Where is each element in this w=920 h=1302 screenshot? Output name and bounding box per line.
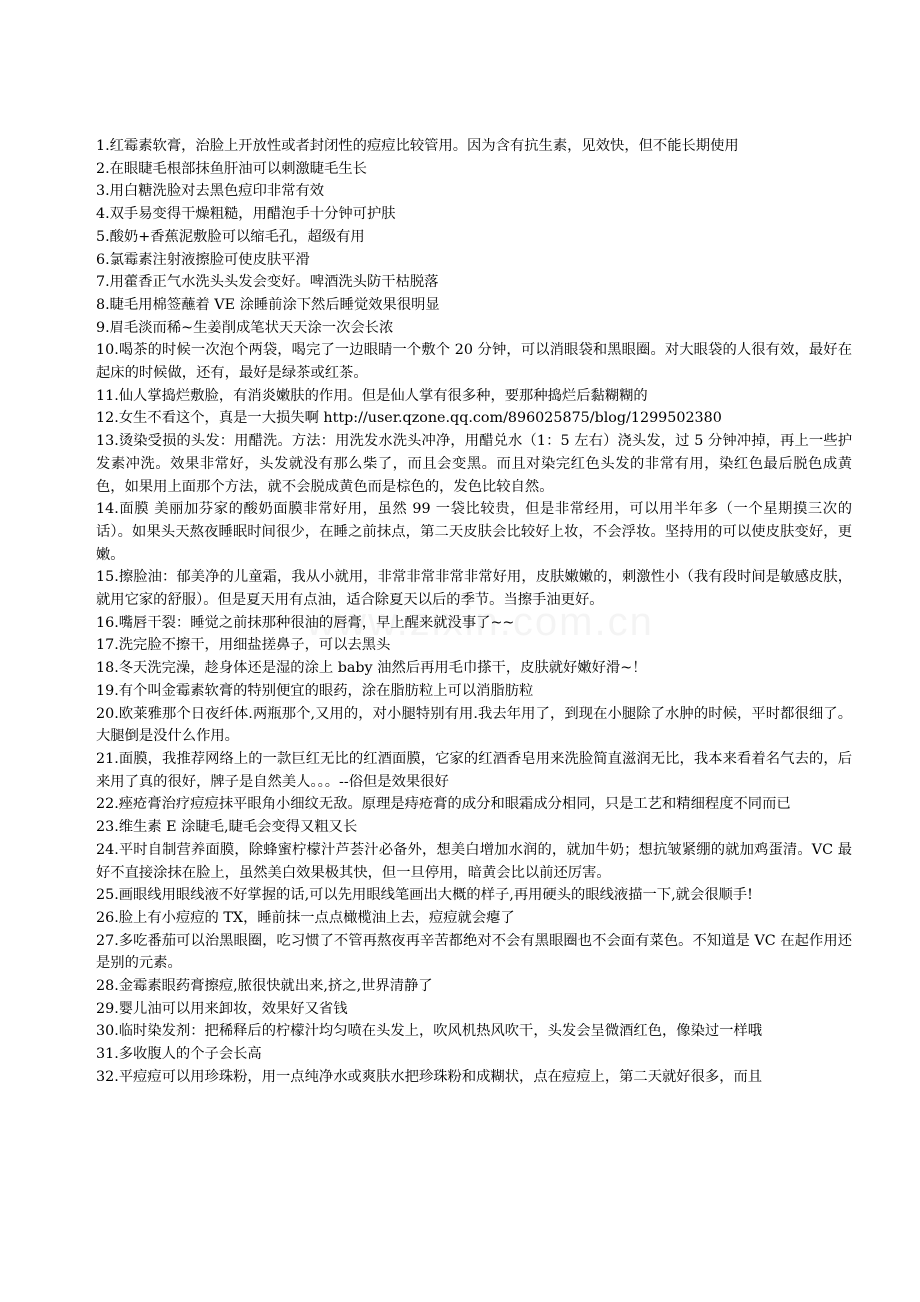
list-item: 31.多收腹人的个子会长高 — [96, 1046, 262, 1063]
list-item: 4.双手易变得干燥粗糙，用醋泡手十分钟可护肤 — [96, 206, 396, 223]
list-item: 27.多吃番茄可以治黑眼圈，吃习惯了不管再熬夜再辛苦都绝对不会有黑眼圈也不会面有菜色。不知道是 VC 在起作用还是别的元素。 — [96, 932, 852, 972]
list-item: 6.氯霉素注射液擦脸可使皮肤平滑 — [96, 251, 310, 268]
list-item: 7.用藿香正气水洗头头发会变好。啤酒洗头防干枯脱落 — [96, 274, 439, 291]
list-item: 15.擦脸油：郁美净的儿童霜，我从小就用，非常非常非常非常好用，皮肤嫩嫩的，刺激性小（我有段时间是敏感皮肤，就用它家的舒服）。但是夏天用有点油，适合除夏天以后的季节。当擦手油更好。 — [96, 569, 852, 609]
list-item: 26.脸上有小痘痘的 TX，睡前抹一点点橄榄油上去，痘痘就会瘪了 — [96, 909, 515, 926]
list-item: 20.欧莱雅那个日夜纤体.两瓶那个,又用的，对小腿特别有用.我去年用了，到现在小腿除了水肿的时候，平时都很细了。大腿倒是没什么作用。 — [96, 705, 852, 745]
list-item: 23.维生素 E 涂睫毛,睫毛会变得又粗又长 — [96, 819, 358, 836]
list-item: 25.画眼线用眼线液不好掌握的话,可以先用眼线笔画出大概的样子,再用硬头的眼线液描一下,就会很顺手! — [96, 887, 753, 904]
list-item: 12.女生不看这个，真是一大损失啊 http://user.qzone.qq.com/896025875/blog/1299502380 — [96, 410, 722, 427]
list-item: 9.眉毛淡而稀~生姜削成笔状天天涂一次会长浓 — [96, 319, 394, 336]
list-item: 8.睫毛用棉签蘸着 VE 涂睡前涂下然后睡觉效果很明显 — [96, 296, 440, 313]
list-item: 32.平痘痘可以用珍珠粉，用一点纯净水或爽肤水把珍珠粉和成糊状，点在痘痘上，第二天就好很多，而且 — [96, 1068, 763, 1085]
list-item: 1.红霉素软膏，治脸上开放性或者封闭性的痘痘比较管用。因为含有抗生素，见效快，但不能长期使用 — [96, 138, 739, 154]
list-item: 28.金霉素眼药膏擦痘,脓很快就出来,挤之,世界清静了 — [96, 978, 433, 995]
list-item: 30.临时染发剂：把稀释后的柠檬汁均匀喷在头发上，吹风机热风吹干，头发会呈微酒红色，像染过一样哦 — [96, 1023, 763, 1040]
list-item: 24.平时自制营养面膜，除蜂蜜柠檬汁芦荟汁必备外，想美白增加水润的，就加牛奶；想抗皱紧绷的就加鸡蛋清。VC 最好不直接涂抹在脸上，虽然美白效果极其快，但一旦停用，暗黄会比以前还厉害。 — [96, 841, 852, 881]
list-item: 14.面膜 美丽加芬家的酸奶面膜非常好用，虽然 99 一袋比较贵，但是非常经用，可以用半年多（一个星期摸三次的话）。如果头天熬夜睡眠时间很少，在睡之前抹点，第二天皮肤会比较好上妆，不会浮妆。坚持用的可以使皮肤变好，更嫩。 — [96, 501, 852, 563]
list-item: 22.痤疮膏治疗痘痘抹平眼角小细纹无敌。原理是痔疮膏的成分和眼霜成分相同，只是工艺和精细程度不同而已 — [96, 796, 791, 813]
list-item: 2.在眼睫毛根部抹鱼肝油可以刺激睫毛生长 — [96, 160, 367, 177]
list-item: 13.烫染受损的头发：用醋洗。方法：用洗发水洗头冲净，用醋兑水（1：5 左右）浇头发，过 5 分钟冲掉，再上一些护发素冲洗。效果非常好，头发就没有那么柴了，而且会变黑。而且对染完红色头发的非常有用，染红色最后脱色成黄色，如果用上面那个方法，就不会脱成黄色而是棕色的，发色比较自然。 — [96, 433, 852, 495]
list-item: 11.仙人掌捣烂敷脸，有消炎嫩肤的作用。但是仙人掌有很多种，要那种捣烂后黏糊糊的 — [96, 387, 648, 404]
list-item: 29.婴儿油可以用来卸妆，效果好又省钱 — [96, 1000, 348, 1017]
list-item: 19.有个叫金霉素软膏的特别便宜的眼药，涂在脂肪粒上可以消脂肪粒 — [96, 682, 534, 699]
document-body — [96, 135, 852, 1089]
list-item: 21.面膜，我推荐网络上的一款巨红无比的红酒面膜，它家的红酒香皂用来洗脸简直滋润无比，我本来看着名气去的，后来用了真的很好，牌子是自然美人。。。--俗但是效果很好 — [96, 750, 852, 790]
list-item: 16.嘴唇干裂：睡觉之前抹那种很油的唇膏，早上醒来就没事了~~ — [96, 614, 515, 631]
list-item: 17.洗完脸不擦干，用细盐搓鼻子，可以去黑头 — [96, 637, 391, 654]
list-item: 10.喝茶的时候一次泡个两袋，喝完了一边眼睛一个敷个 20 分钟，可以消眼袋和黑眼圈。对大眼袋的人很有效，最好在起床的时候做，还有，最好是绿茶或红茶。 — [96, 342, 852, 382]
list-item: 5.酸奶+香蕉泥敷脸可以缩毛孔，超级有用 — [96, 228, 365, 245]
list-item: 18.冬天洗完澡，趁身体还是湿的涂上 baby 油然后再用毛巾搽干，皮肤就好嫩好滑~！ — [96, 660, 647, 677]
list-item: 3.用白糖洗脸对去黑色痘印非常有效 — [96, 183, 325, 200]
